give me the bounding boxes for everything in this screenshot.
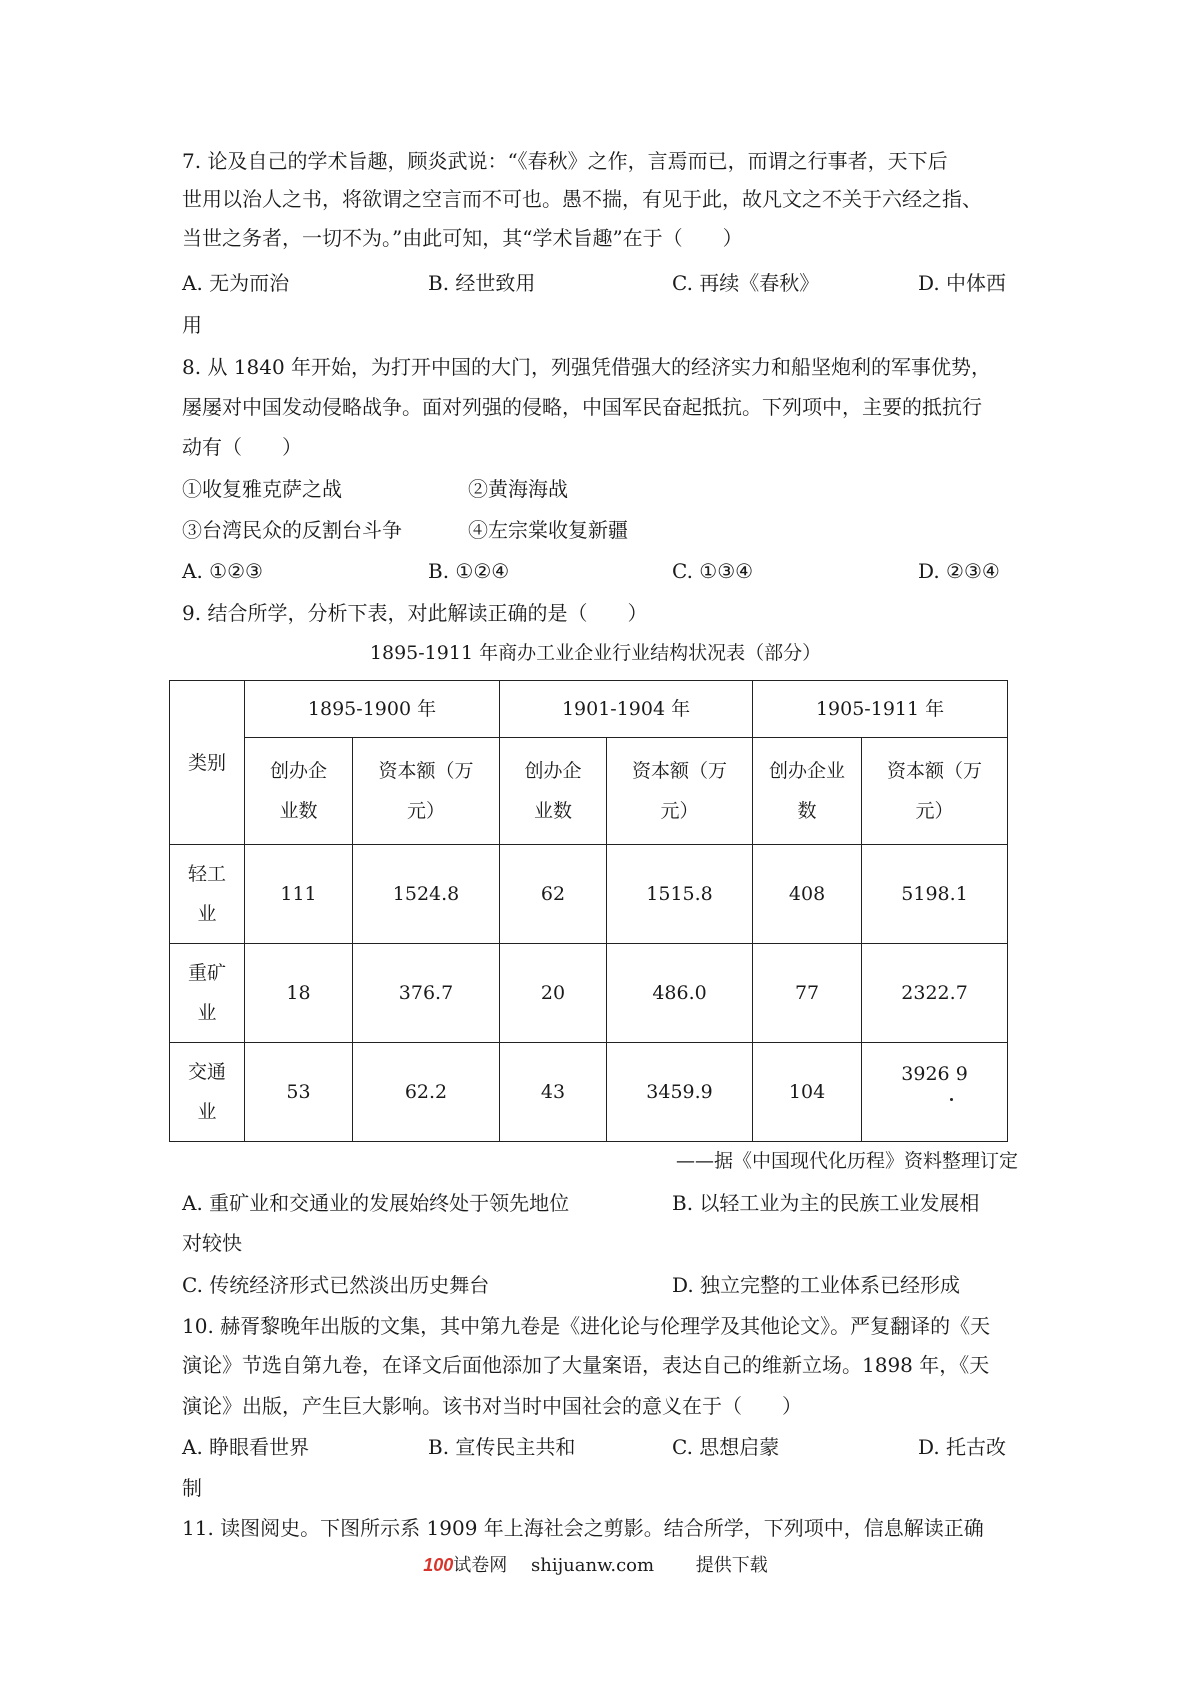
table-row xyxy=(170,845,1008,944)
q7-line-1: 7. 论及自己的学术旨趣，顾炎武说：“《春秋》之作，言焉而已，而谓之行事者，天下后 xyxy=(182,149,948,173)
subheader-count-1: 创办企业数 xyxy=(245,738,353,845)
row-label: 重矿业 xyxy=(170,944,245,1043)
q10-line-1: 10. 赫胥黎晚年出版的文集，其中第九卷是《进化论与伦理学及其他论文》。严复翻译的《天 xyxy=(182,1314,991,1338)
table-cell: 62.2 xyxy=(353,1043,500,1142)
subheader-count-3: 创办企业数 xyxy=(753,738,862,845)
table-cell: 5198.1 xyxy=(862,845,1008,944)
q10-option-b: B. 宣传民主共和 xyxy=(428,1435,576,1459)
period-header-2: 1901-1904 年 xyxy=(500,681,753,738)
q7-line-3: 当世之务者，一切不为。”由此可知，其“学术旨趣”在于（ ） xyxy=(182,226,743,250)
q7-option-c: C. 再续《春秋》 xyxy=(672,271,820,295)
q8-option-d: D. ②③④ xyxy=(918,559,1000,583)
table-cell: 1524.8 xyxy=(353,845,500,944)
q7-option-d-overflow: 用 xyxy=(182,313,202,337)
q8-item-3: ③台湾民众的反割台斗争 xyxy=(182,518,402,542)
table-cell: 18 xyxy=(245,944,353,1043)
site-name: 试卷网 xyxy=(453,1555,508,1576)
table-cell: 3926 9 xyxy=(862,1043,1008,1142)
table-cell: 2322.7 xyxy=(862,944,1008,1043)
table-cell: 111 xyxy=(245,845,353,944)
subheader-count-2: 创办企业数 xyxy=(500,738,607,845)
q10-line-2: 演论》节选自第九卷，在译文后面他添加了大量案语，表达自己的维新立场。1898 年，《天 xyxy=(182,1353,990,1377)
q10-option-a: A. 睁眼看世界 xyxy=(182,1435,310,1459)
q9-option-a: A. 重矿业和交通业的发展始终处于领先地位 xyxy=(182,1191,570,1215)
q8-line-1: 8. 从 1840 年开始，为打开中国的大门，列强凭借强大的经济实力和船坚炮利的军事优势， xyxy=(182,355,992,379)
table-cell: 53 xyxy=(245,1043,353,1142)
download-note: 提供下载 xyxy=(695,1555,768,1576)
period-header-3: 1905-1911 年 xyxy=(753,681,1008,738)
q7-option-b: B. 经世致用 xyxy=(428,271,536,295)
q10-option-c: C. 思想启蒙 xyxy=(672,1435,780,1459)
q8-line-2: 屡屡对中国发动侵略战争。面对列强的侵略，中国军民奋起抵抗。下列项中，主要的抵抗行 xyxy=(182,395,982,419)
period-header-1: 1895-1900 年 xyxy=(245,681,500,738)
table-cell: 20 xyxy=(500,944,607,1043)
stray-dot xyxy=(950,1098,953,1101)
q8-option-a: A. ①②③ xyxy=(182,559,263,583)
table-row xyxy=(170,1043,1008,1142)
table-caption: 1895-1911 年商办工业企业行业结构状况表（部分） xyxy=(369,642,822,664)
table-cell: 486.0 xyxy=(607,944,753,1043)
footer-brand xyxy=(423,1555,507,1576)
q8-line-3: 动有（ ） xyxy=(182,435,302,459)
table-cell: 43 xyxy=(500,1043,607,1142)
subheader-capital-1: 资本额（万元） xyxy=(353,738,500,845)
q9-option-b: B. 以轻工业为主的民族工业发展相 xyxy=(672,1191,980,1215)
q8-item-2: ②黄海海战 xyxy=(468,477,568,501)
row-label: 交通业 xyxy=(170,1043,245,1142)
q7-option-d: D. 中体西 xyxy=(918,271,1007,295)
q8-item-4: ④左宗棠收复新疆 xyxy=(468,518,628,542)
table-cell: 376.7 xyxy=(353,944,500,1043)
site-domain[interactable]: shijuanw.com xyxy=(530,1555,655,1576)
table-cell: 3459.9 xyxy=(607,1043,753,1142)
q7-line-2: 世用以治人之书，将欲谓之空言而不可也。愚不揣，有见于此，故凡文之不关于六经之指、 xyxy=(182,187,982,211)
q9-option-b-overflow: 对较快 xyxy=(182,1231,242,1255)
q9-line: 9. 结合所学，分析下表，对此解读正确的是（ ） xyxy=(182,601,648,625)
industry-structure-table xyxy=(169,680,1008,1142)
q10-line-3: 演论》出版，产生巨大影响。该书对当时中国社会的意义在于（ ） xyxy=(182,1394,802,1418)
q10-option-d-overflow: 制 xyxy=(182,1476,202,1500)
table-cell: 77 xyxy=(753,944,862,1043)
subheader-capital-2: 资本额（万元） xyxy=(607,738,753,845)
table-cell: 104 xyxy=(753,1043,862,1142)
q7-option-a: A. 无为而治 xyxy=(182,271,290,295)
q8-option-b: B. ①②④ xyxy=(428,559,510,583)
page-footer xyxy=(0,1552,1191,1579)
category-header: 类别 xyxy=(170,681,245,845)
table-row xyxy=(170,944,1008,1043)
table-source: ——据《中国现代化历程》资料整理订定 xyxy=(675,1150,1018,1172)
q11-line: 11. 读图阅史。下图所示系 1909 年上海社会之剪影。结合所学，下列项中，信息解读正确 xyxy=(182,1516,984,1540)
q9-option-c: C. 传统经济形式已然淡出历史舞台 xyxy=(182,1273,490,1297)
site-logo: 100 xyxy=(423,1555,454,1575)
q8-item-1: ①收复雅克萨之战 xyxy=(182,477,342,501)
row-label: 轻工业 xyxy=(170,845,245,944)
q9-option-d: D. 独立完整的工业体系已经形成 xyxy=(672,1273,961,1297)
q10-option-d: D. 托古改 xyxy=(918,1435,1007,1459)
subheader-capital-3: 资本额（万元） xyxy=(862,738,1008,845)
table-cell: 1515.8 xyxy=(607,845,753,944)
q8-option-c: C. ①③④ xyxy=(672,559,754,583)
table-cell: 62 xyxy=(500,845,607,944)
table-cell: 408 xyxy=(753,845,862,944)
